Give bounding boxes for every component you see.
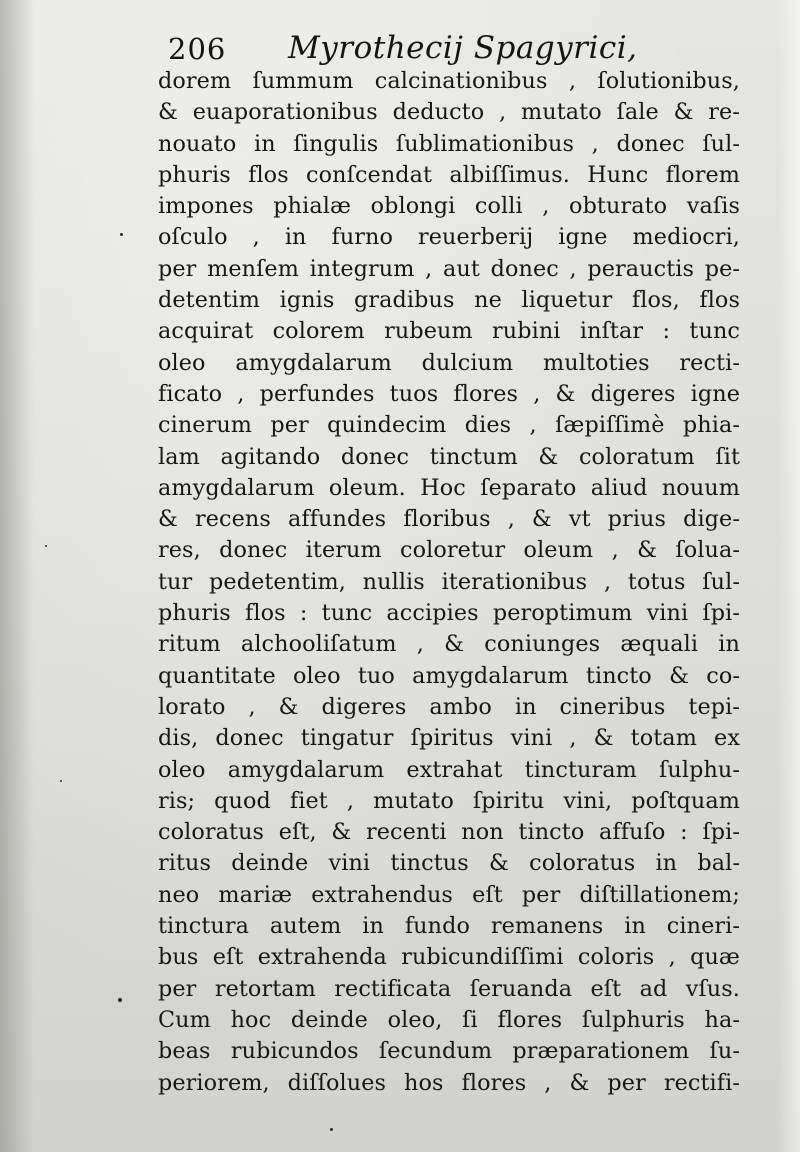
text-line: nouato in ſingulis ſublimationibus , donec ſul-: [158, 130, 740, 157]
text-line: per menſem integrum , aut donec , perauctis pe-: [158, 255, 740, 282]
ink-speck: [120, 233, 123, 236]
body-text: [158, 66, 740, 1099]
running-title: Myrothecij Spagyrici,: [288, 30, 638, 66]
text-line: detentim ignis gradibus ne liquetur flos, flos: [158, 287, 740, 314]
text-line: coloratus eſt, & recenti non tincto affuſo : ſpi-: [158, 819, 740, 846]
text-line: res, donec iterum coloretur oleum , & ſolua-: [158, 537, 740, 564]
gutter-shadow: [0, 0, 34, 1152]
text-line: ritus deinde vini tinctus & coloratus in bal-: [158, 850, 740, 877]
text-line: tinctura autem in fundo remanens in cineri-: [158, 913, 740, 940]
text-line: bus eſt extrahenda rubicundiſſimi coloris , quæ: [158, 944, 740, 971]
text-line: periorem, diſſolues hos flores , & per rectifi-: [158, 1069, 740, 1096]
text-line: lam agitando donec tinctum & coloratum ſit: [158, 443, 740, 470]
text-line: oleo amygdalarum extrahat tincturam ſulphu-: [158, 756, 740, 783]
text-line: acquirat colorem rubeum rubini inſtar : tunc: [158, 318, 740, 345]
text-line: impones phialæ oblongi colli , obturato vaſis: [158, 193, 740, 220]
text-line: dorem ſummum calcinationibus , ſolutionibus,: [158, 68, 740, 94]
text-line: lorato , & digeres ambo in cineribus tepi-: [158, 693, 740, 720]
ink-speck: [60, 780, 62, 782]
text-line: neo mariæ extrahendus eſt per diſtillationem;: [158, 881, 740, 908]
ink-speck: [330, 1128, 333, 1131]
text-line: ficato , perfundes tuos flores , & digeres igne: [158, 380, 740, 407]
text-line: oleo amygdalarum dulcium multoties recti-: [158, 349, 740, 376]
text-line: ris; quod fiet , mutato ſpiritu vini, poſtquam: [158, 787, 740, 814]
text-line: phuris flos conſcendat albiſſimus. Hunc florem: [158, 161, 740, 188]
text-line: tur pedetentim, nullis iterationibus , totus ſul-: [158, 568, 740, 595]
text-line: per retortam rectificata ſeruanda eſt ad vſus.: [158, 975, 740, 1002]
text-line: beas rubicundos ſecundum præparationem ſu-: [158, 1038, 740, 1065]
text-line: oſculo , in furno reuerberij igne mediocri,: [158, 224, 740, 251]
text-line: amygdalarum oleum. Hoc ſeparato aliud nouum: [158, 474, 740, 501]
text-line: & recens affundes floribus , & vt prius dige-: [158, 506, 740, 533]
page-number: 206: [168, 32, 227, 66]
text-line: phuris flos : tunc accipies peroptimum vini ſpi-: [158, 600, 740, 627]
text-line: & euaporationibus deducto , mutato ſale & re-: [158, 99, 740, 126]
text-line: Cum hoc deinde oleo, ſi flores ſulphuris ha-: [158, 1006, 740, 1033]
ink-speck: [45, 545, 47, 547]
text-line: quantitate oleo tuo amygdalarum tincto & co-: [158, 662, 740, 689]
page-edge: [778, 0, 800, 1152]
text-line: cinerum per quindecim dies , ſæpiſſimè phia-: [158, 412, 740, 439]
text-line: dis, donec tingatur ſpiritus vini , & totam ex: [158, 725, 740, 752]
text-line: ritum alchooliſatum , & coniunges æquali in: [158, 631, 740, 658]
ink-speck: [118, 998, 122, 1002]
